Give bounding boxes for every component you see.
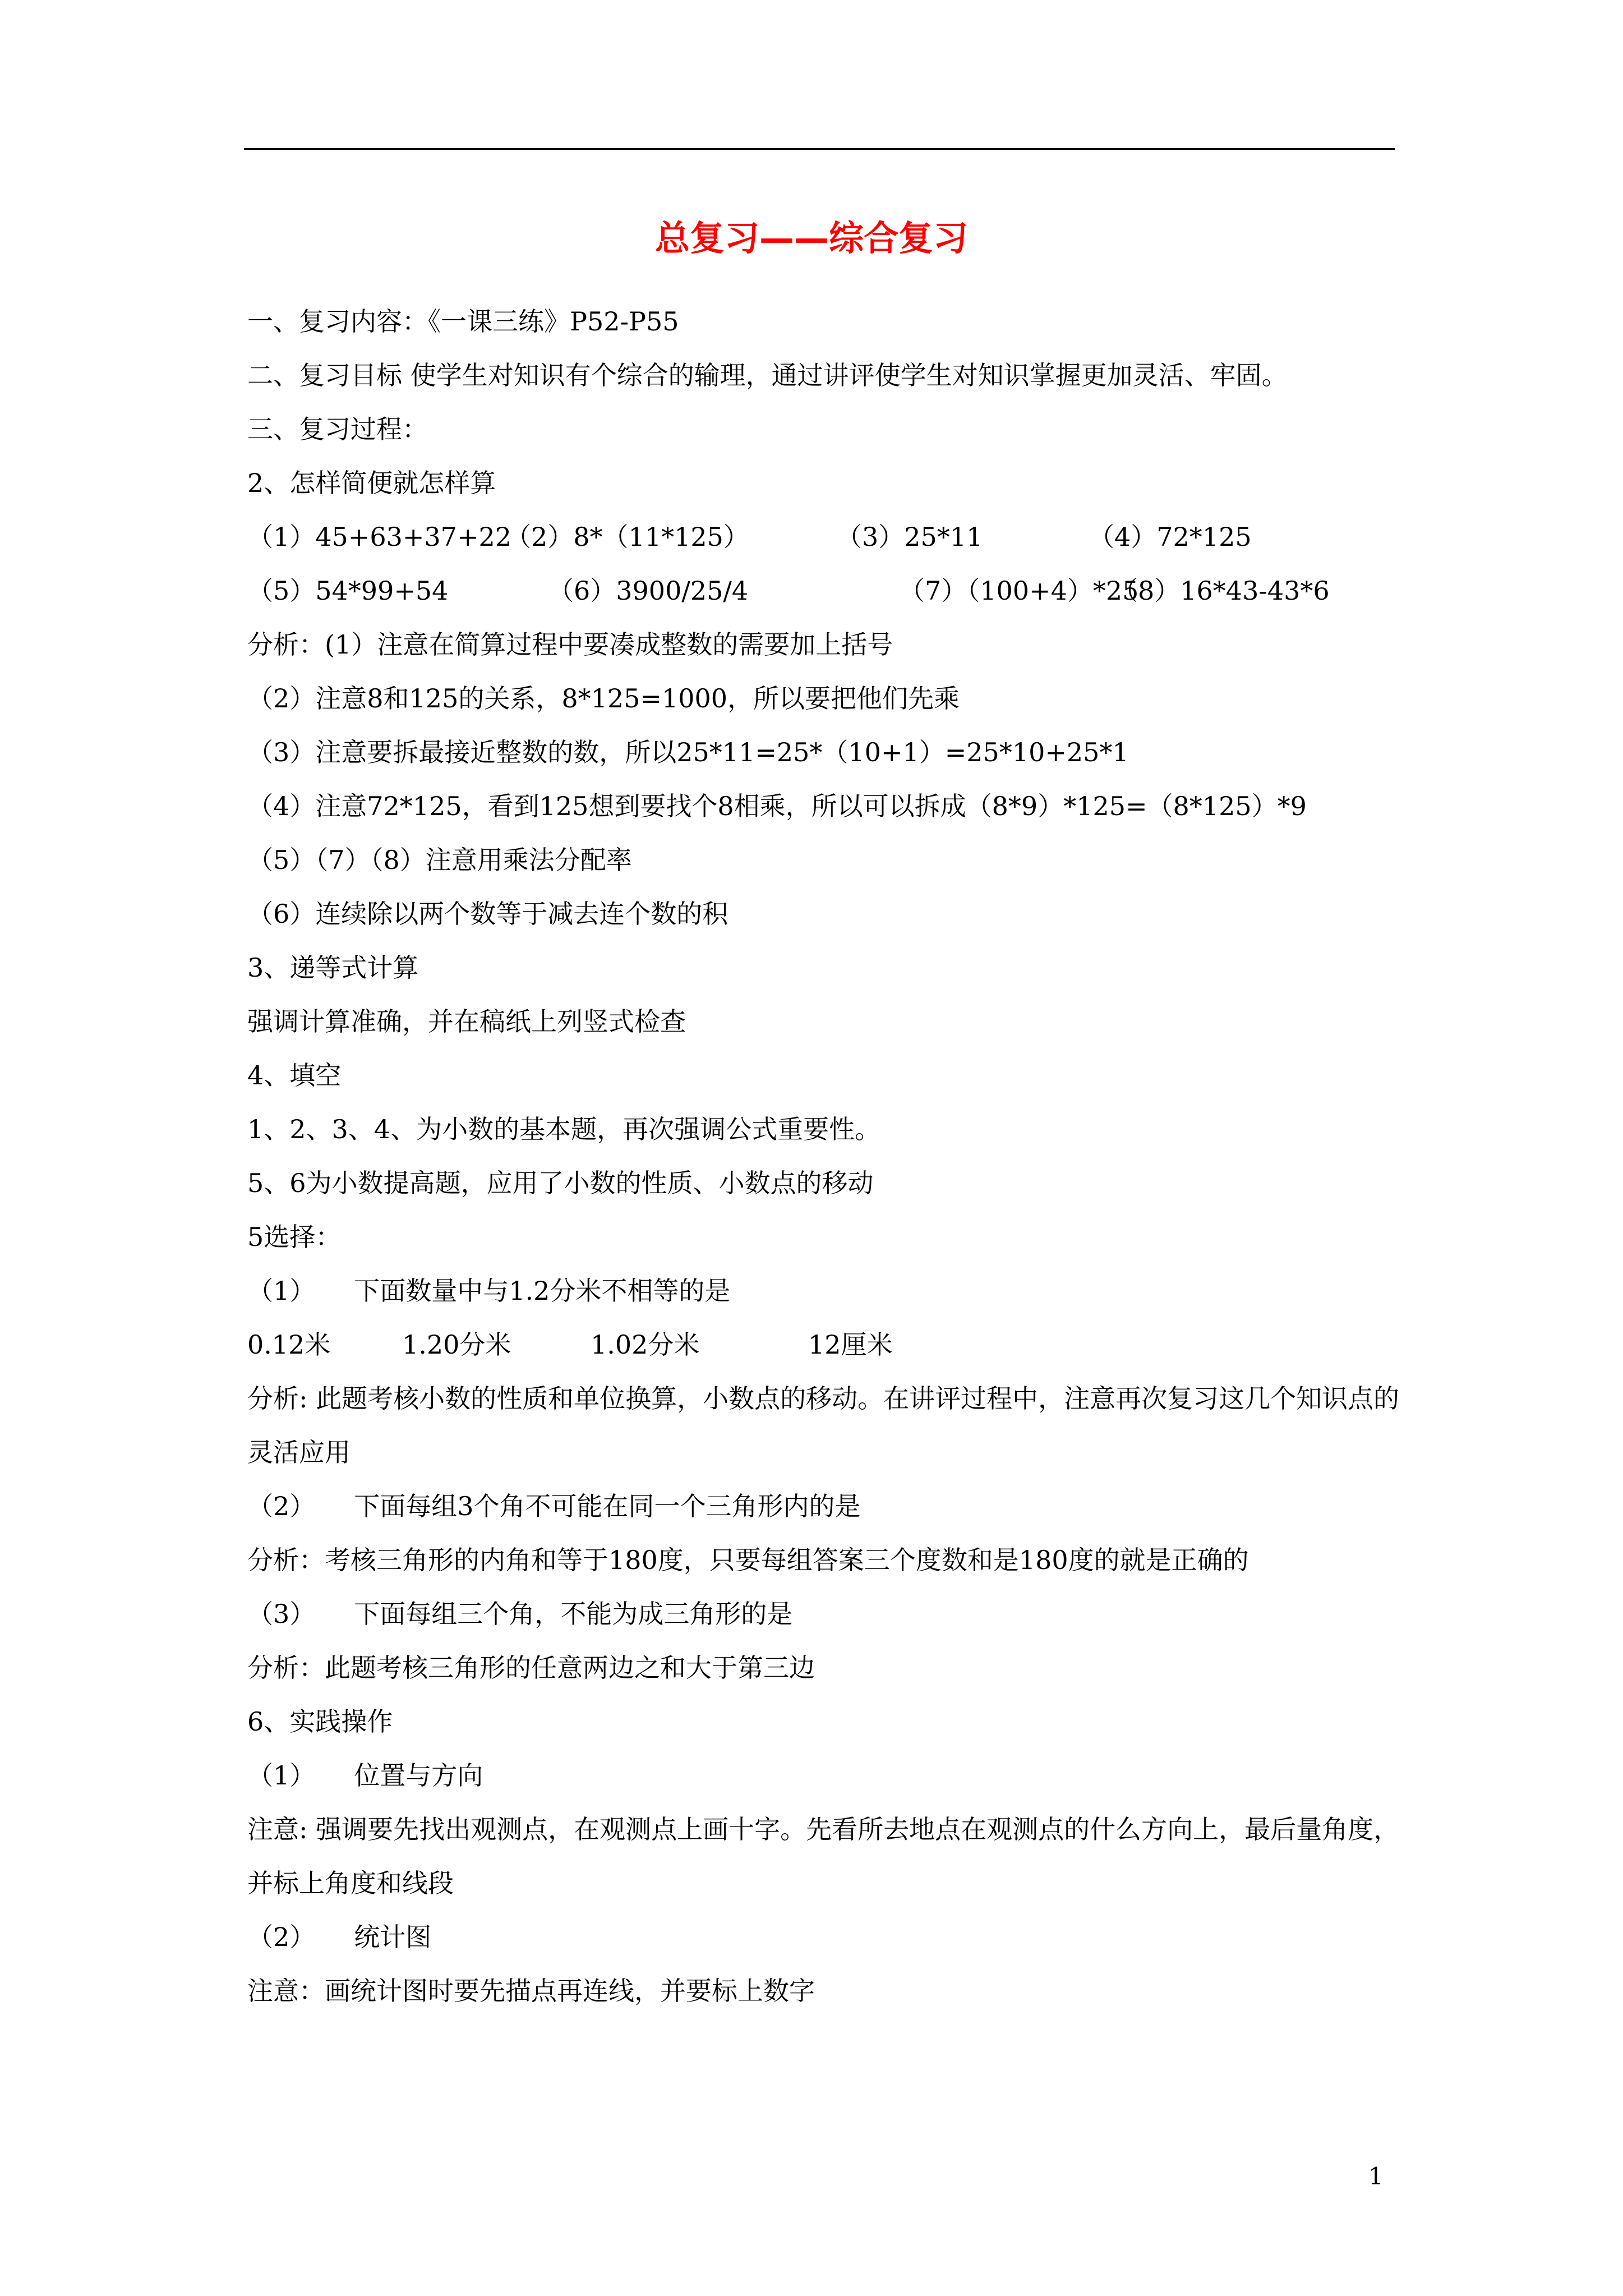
analysis-line: （5）（7）（8）注意用乘法分配率: [247, 845, 632, 875]
body-line: 1、2、3、4、为小数的基本题，再次强调公式重要性。: [247, 1114, 881, 1144]
exercise-item: （2）8*（11*125）: [505, 522, 749, 552]
question-line: （2） 统计图: [247, 1922, 432, 1952]
question-line: （2） 下面每组3个角不可能在同一个三角形内的是: [247, 1491, 861, 1521]
analysis-line: （3）注意要拆最接近整数的数，所以25*11=25*（10+1）=25*10+25*1: [247, 737, 1129, 767]
analysis-paragraph: 分析: 此题考核小数的性质和单位换算，小数点的移动。在讲评过程中，注意再次复习这几个知识点的灵活应用: [247, 1383, 1400, 1467]
section-6-heading: 6、实践操作: [247, 1706, 393, 1737]
option-item: 12厘米: [808, 1329, 893, 1360]
page-title: 总复习——综合复习: [654, 218, 968, 259]
section-3-heading: 3、递等式计算: [247, 953, 419, 983]
exercise-row-2: [247, 564, 1403, 618]
review-goal-line: 二、复习目标 使学生对知识有个综合的输理，通过讲评使学生对知识掌握更加灵活、牢固。: [247, 360, 1288, 390]
option-item: 1.02分米: [591, 1329, 700, 1360]
review-content-line: 一、复习内容：《一课三练》P52-P55: [247, 306, 679, 337]
option-item: 1.20分米: [402, 1329, 511, 1360]
exercise-item: （8）16*43-43*6: [1112, 576, 1330, 606]
body-line: 强调计算准确，并在稿纸上列竖式检查: [247, 1006, 686, 1037]
exercise-item: （5）54*99+54: [247, 576, 449, 606]
exercise-item: （3）25*11: [836, 522, 983, 552]
options-row: [247, 1318, 1403, 1372]
note-paragraph: 注意: 强调要先找出观测点，在观测点上画十字。先看所去地点在观测点的什么方向上，最后量角度，并标上角度和线段: [247, 1814, 1400, 1898]
exercise-item: （6）3900/25/4: [548, 576, 749, 606]
document-body: [247, 295, 1403, 2018]
option-item: 0.12米: [247, 1329, 331, 1360]
review-process-heading: 三、复习过程：: [247, 414, 428, 444]
analysis-line: 分析：(1）注意在简算过程中要凑成整数的需要加上括号: [247, 629, 893, 660]
section-5-heading: 5选择：: [247, 1222, 342, 1252]
body-line: 5、6为小数提高题，应用了小数的性质、小数点的移动: [247, 1168, 874, 1198]
section-4-heading: 4、填空: [247, 1060, 342, 1091]
exercise-row-1: [247, 510, 1403, 564]
question-line: （1） 下面数量中与1.2分米不相等的是: [247, 1276, 731, 1306]
question-line: （1） 位置与方向: [247, 1760, 483, 1791]
page-number: 1: [1368, 2162, 1384, 2190]
analysis-line: 分析：此题考核三角形的任意两边之和大于第三边: [247, 1653, 815, 1683]
question-line: （3） 下面每组三个角，不能为成三角形的是: [247, 1599, 793, 1629]
exercise-item: （7）（100+4）*25: [899, 576, 1139, 606]
note-line: 注意：画统计图时要先描点再连线，并要标上数字: [247, 1976, 815, 2006]
header-rule: [244, 148, 1395, 150]
analysis-line: 分析：考核三角形的内角和等于180度，只要每组答案三个度数和是180度的就是正确的: [247, 1545, 1249, 1575]
exercise-item: （1）45+63+37+22: [247, 522, 512, 552]
section-2-heading: 2、怎样简便就怎样算: [247, 468, 496, 498]
analysis-line: （2）注意8和125的关系，8*125=1000，所以要把他们先乘: [247, 683, 960, 714]
analysis-line: （4）注意72*125，看到125想到要找个8相乘，所以可以拆成（8*9）*125=（8*125）*9: [247, 791, 1307, 821]
analysis-line: （6）连续除以两个数等于减去连个数的积: [247, 899, 728, 929]
exercise-item: （4）72*125: [1089, 522, 1252, 552]
